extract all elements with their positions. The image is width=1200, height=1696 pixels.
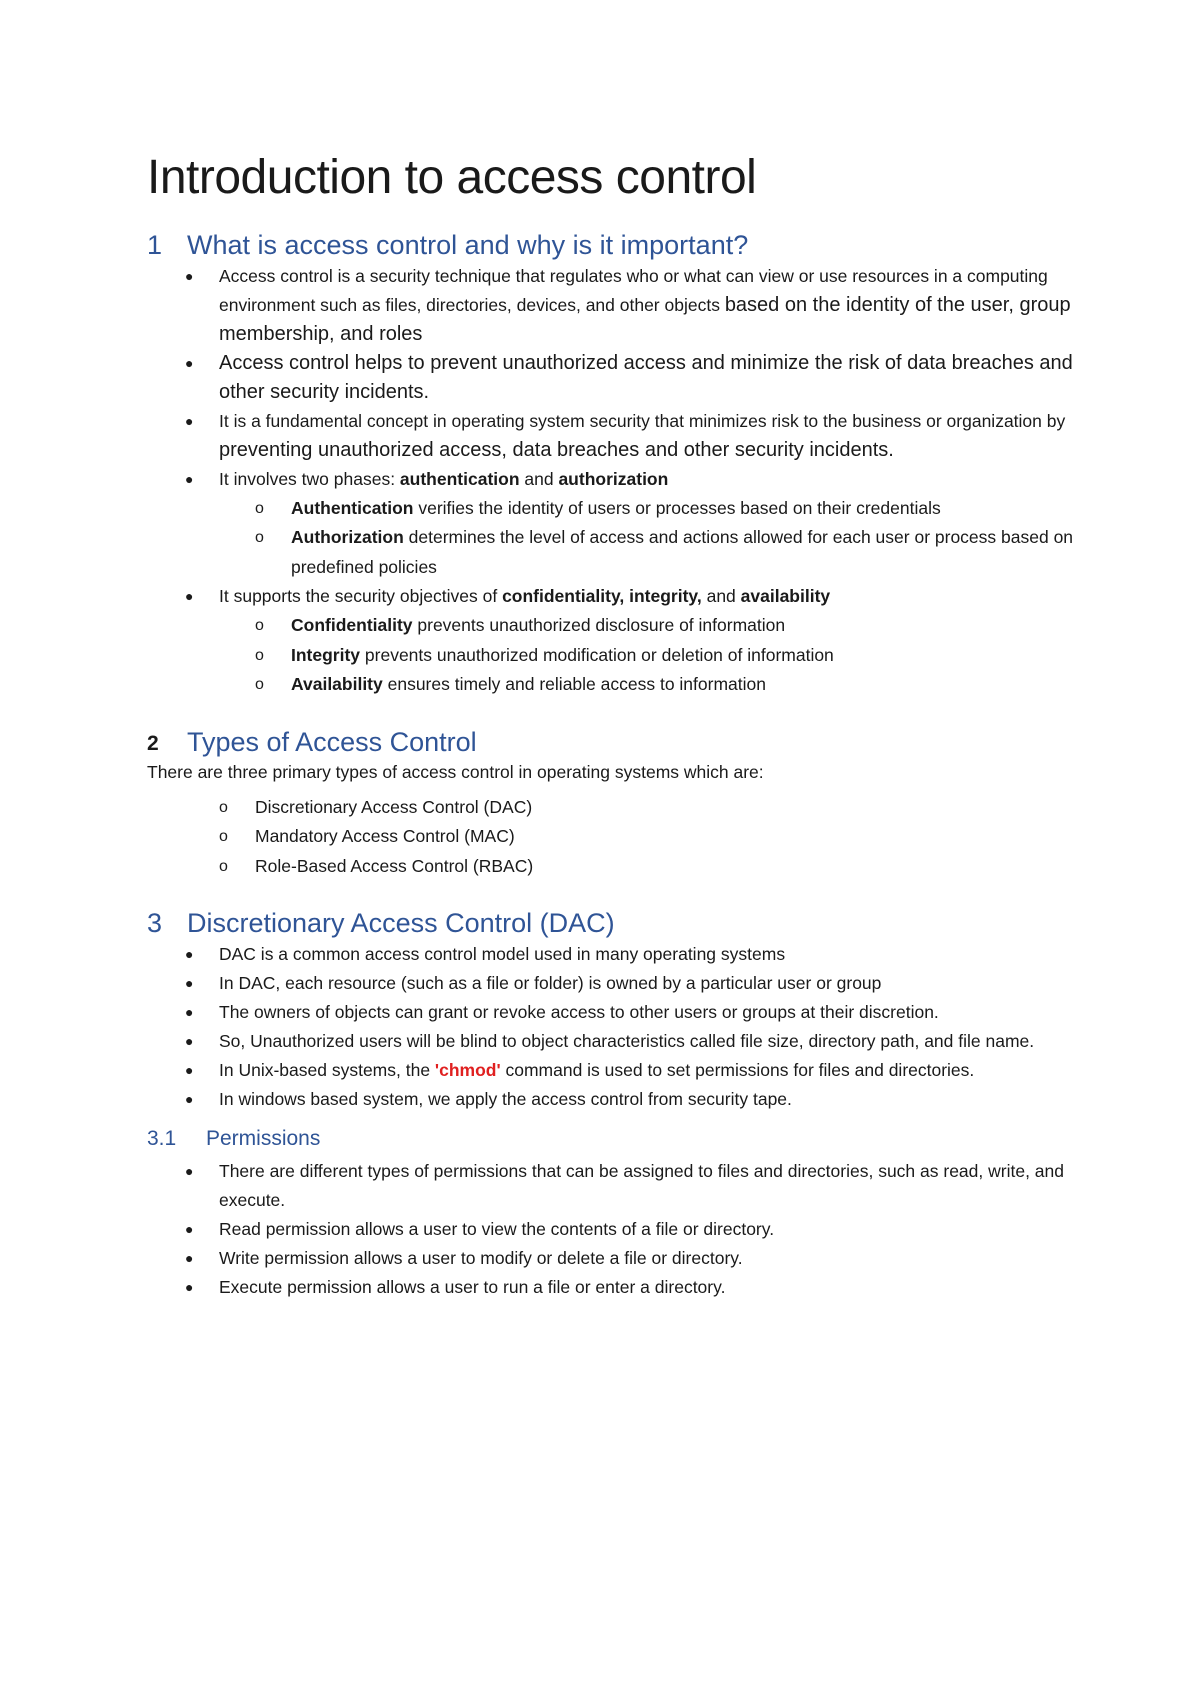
- bullet-icon: ●: [185, 412, 194, 429]
- circle-bullet-icon: o: [219, 857, 228, 875]
- circle-bullet-icon: o: [219, 798, 228, 816]
- list-item: ● So, Unauthorized users will be blind to object characteristics called file size, directory path, and file name.: [147, 1027, 1087, 1056]
- bullet-icon: ●: [185, 1250, 194, 1267]
- list-item: ● In Unix-based systems, the 'chmod' command is used to set permissions for files and directories.: [147, 1056, 1087, 1085]
- section-number: 1: [147, 230, 163, 261]
- section-3-heading: [147, 907, 1087, 939]
- list-item: ● Access control helps to prevent unauthorized access and minimize the risk of data breaches and other security incidents.: [147, 349, 1087, 407]
- sub-list-item: o Authorization determines the level of access and actions allowed for each user or process based on predefined policies: [219, 523, 1087, 582]
- document-title: Introduction to access control: [147, 151, 757, 204]
- bullet-icon: ●: [185, 1003, 194, 1020]
- section-1-heading: [147, 229, 1087, 261]
- list-item: ● It involves two phases: authentication and authorization o Authentication verifies the identity of users or processes based on their credentials o Authorization determines the level of access and actions allowed for each user or process based on predefined policies: [147, 465, 1087, 583]
- document-page: [147, 150, 1087, 1302]
- section-3-list: [147, 940, 1087, 1114]
- list-item: ● Read permission allows a user to view the contents of a file or directory.: [147, 1215, 1087, 1244]
- sub-list-item: o Availability ensures timely and reliable access to information: [219, 670, 1087, 700]
- list-item: ● In windows based system, we apply the access control from security tape.: [147, 1085, 1087, 1114]
- section-title: Permissions: [206, 1126, 321, 1150]
- section-2-intro: There are three primary types of access control in operating systems which are:: [147, 761, 764, 782]
- section-3-1-heading: [147, 1126, 1087, 1151]
- section-number: 3.1: [147, 1126, 177, 1150]
- sub-list: [219, 494, 1087, 583]
- bullet-icon: ●: [185, 470, 194, 487]
- circle-bullet-icon: o: [255, 529, 264, 547]
- list-item: ● Access control is a security technique that regulates who or what can view or use resources in a computing environment such as files, directories, devices, and other objects based on the identity of the user, group membership, and roles: [147, 262, 1087, 349]
- circle-bullet-icon: o: [255, 617, 264, 635]
- circle-bullet-icon: o: [255, 646, 264, 664]
- sub-list-item: o Confidentiality prevents unauthorized disclosure of information: [219, 611, 1087, 641]
- section-2-heading: [147, 726, 1087, 758]
- list-item: ● It supports the security objectives of confidentiality, integrity, and availability o Confidentiality prevents unauthorized disclosure of information o Integrity prevents unauthorized modification or deletion of information o Availability ensures timely and reliable access to information: [147, 582, 1087, 700]
- sub-list: [219, 611, 1087, 700]
- bullet-icon: ●: [185, 945, 194, 962]
- list-item: o Mandatory Access Control (MAC): [147, 822, 1087, 852]
- bullet-icon: ●: [185, 1279, 194, 1296]
- section-1-list: [147, 262, 1087, 700]
- bullet-icon: ●: [185, 1032, 194, 1049]
- circle-bullet-icon: o: [255, 499, 264, 517]
- list-item: ● The owners of objects can grant or revoke access to other users or groups at their discretion.: [147, 998, 1087, 1027]
- section-number: 2: [147, 731, 159, 755]
- section-title: Types of Access Control: [187, 726, 477, 757]
- list-item: ● It is a fundamental concept in operating system security that minimizes risk to the business or organization by preventing unauthorized access, data breaches and other security incidents.: [147, 407, 1087, 465]
- list-item: ● There are different types of permissions that can be assigned to files and directories, such as read, write, and execute.: [147, 1157, 1087, 1215]
- bullet-icon: ●: [185, 1221, 194, 1238]
- list-item: ● In DAC, each resource (such as a file or folder) is owned by a particular user or group: [147, 969, 1087, 998]
- bullet-icon: ●: [185, 1090, 194, 1107]
- section-title: What is access control and why is it important?: [187, 230, 749, 261]
- bullet-icon: ●: [185, 588, 194, 605]
- bullet-icon: ●: [185, 267, 194, 284]
- list-item: o Role-Based Access Control (RBAC): [147, 852, 1087, 882]
- list-item: ● Execute permission allows a user to run a file or enter a directory.: [147, 1273, 1087, 1302]
- circle-bullet-icon: o: [255, 676, 264, 694]
- list-item: o Discretionary Access Control (DAC): [147, 793, 1087, 823]
- permissions-list: [147, 1157, 1087, 1302]
- bullet-icon: ●: [185, 354, 194, 371]
- sub-list-item: o Authentication verifies the identity of users or processes based on their credentials: [219, 494, 1087, 524]
- types-list: [147, 793, 1087, 882]
- circle-bullet-icon: o: [219, 828, 228, 846]
- section-number: 3: [147, 908, 163, 939]
- list-item: ● Write permission allows a user to modify or delete a file or directory.: [147, 1244, 1087, 1273]
- section-title: Discretionary Access Control (DAC): [187, 908, 615, 939]
- list-item: ● DAC is a common access control model used in many operating systems: [147, 940, 1087, 969]
- bullet-icon: ●: [185, 974, 194, 991]
- bullet-icon: ●: [185, 1163, 194, 1180]
- bullet-icon: ●: [185, 1061, 194, 1078]
- chmod-command: 'chmod': [434, 1059, 501, 1080]
- sub-list-item: o Integrity prevents unauthorized modification or deletion of information: [219, 641, 1087, 671]
